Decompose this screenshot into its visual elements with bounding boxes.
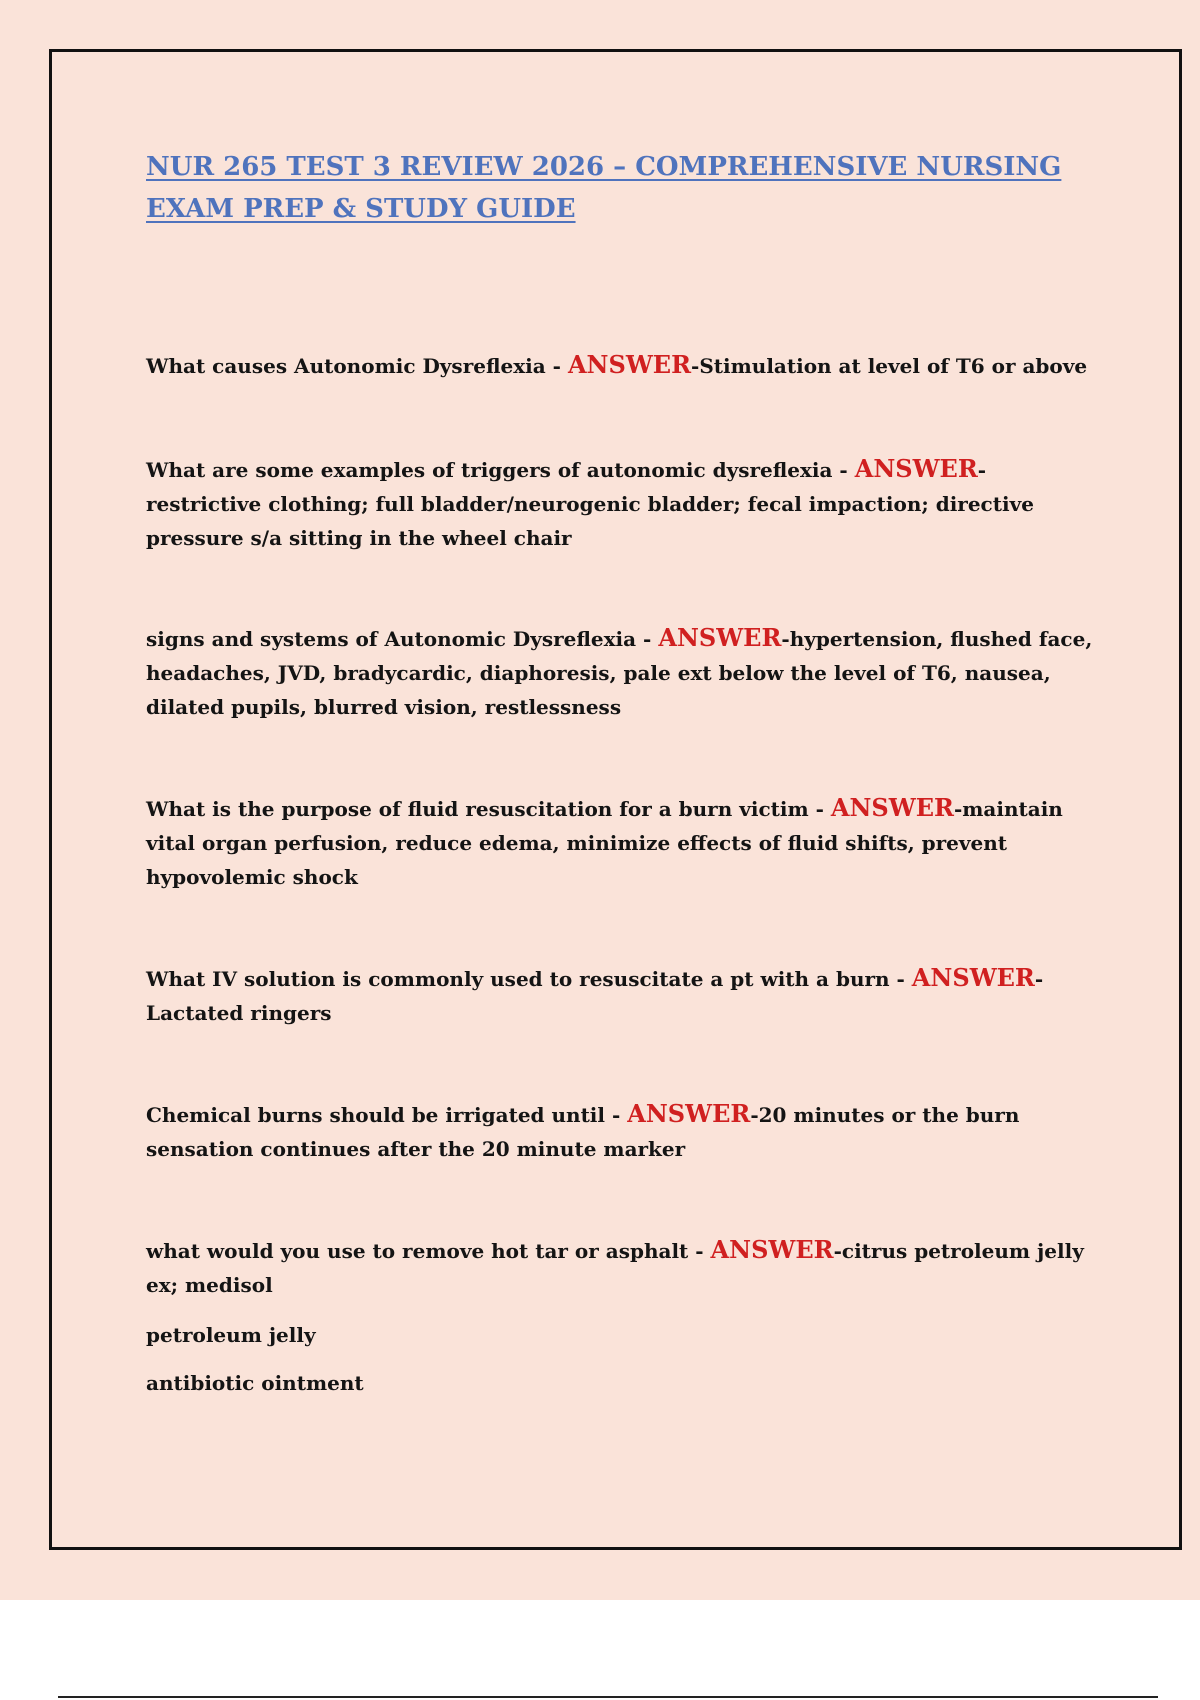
answer-text: -20 minutes or the burn sensation continues after the 20 minute marker (146, 1103, 1020, 1161)
question-text: what would you use to remove hot tar or asphalt - (146, 1239, 711, 1263)
qa-item (146, 1233, 1096, 1302)
answer-continuation: antibiotic ointment (146, 1371, 364, 1395)
document-title: NUR 265 TEST 3 REVIEW 2026 – COMPREHENSIVE NURSING EXAM PREP & STUDY GUIDE (146, 152, 1062, 224)
qa-item (146, 961, 1096, 1030)
answer-label: ANSWER (710, 1235, 834, 1264)
answer-label: ANSWER (854, 454, 978, 483)
qa-item (146, 1097, 1096, 1166)
qa-item (146, 452, 1096, 555)
question-text: What is the purpose of fluid resuscitation for a burn victim - (146, 797, 831, 821)
question-text: What IV solution is commonly used to resuscitate a pt with a burn - (146, 967, 912, 991)
question-text: What causes Autonomic Dysreflexia - (146, 354, 568, 378)
answer-label: ANSWER (911, 963, 1035, 992)
question-text: Chemical burns should be irrigated until - (146, 1103, 628, 1127)
answer-continuation: petroleum jelly (146, 1323, 316, 1347)
answer-label: ANSWER (658, 623, 782, 652)
answer-text: -Lactated ringers (146, 967, 1044, 1025)
answer-text: -hypertension, flushed face, headaches, JVD, bradycardic, diaphoresis, pale ext below the level of T6, nausea, dilated pupils, blurred vision, restlessness (146, 627, 1093, 719)
question-text: What are some examples of triggers of autonomic dysreflexia - (146, 458, 855, 482)
answer-text: -maintain vital organ perfusion, reduce edema, minimize effects of fluid shifts, prevent hypovolemic shock (146, 797, 1063, 889)
answer-text: -citrus petroleum jelly ex; medisol (146, 1239, 1084, 1297)
answer-label: ANSWER (567, 350, 692, 379)
qa-item (146, 621, 1096, 724)
answer-text: -restrictive clothing; full bladder/neurogenic bladder; fecal impaction; directive pressure s/a sitting in the wheel chair (146, 458, 1034, 550)
qa-item (146, 791, 1096, 894)
footer-divider (58, 1696, 1158, 1698)
answer-text: -Stimulation at level of T6 or above (691, 354, 1088, 378)
qa-item (146, 348, 1096, 383)
answer-label: ANSWER (627, 1099, 751, 1128)
answer-label: ANSWER (830, 793, 954, 822)
question-text: signs and systems of Autonomic Dysreflexia - (146, 627, 659, 651)
